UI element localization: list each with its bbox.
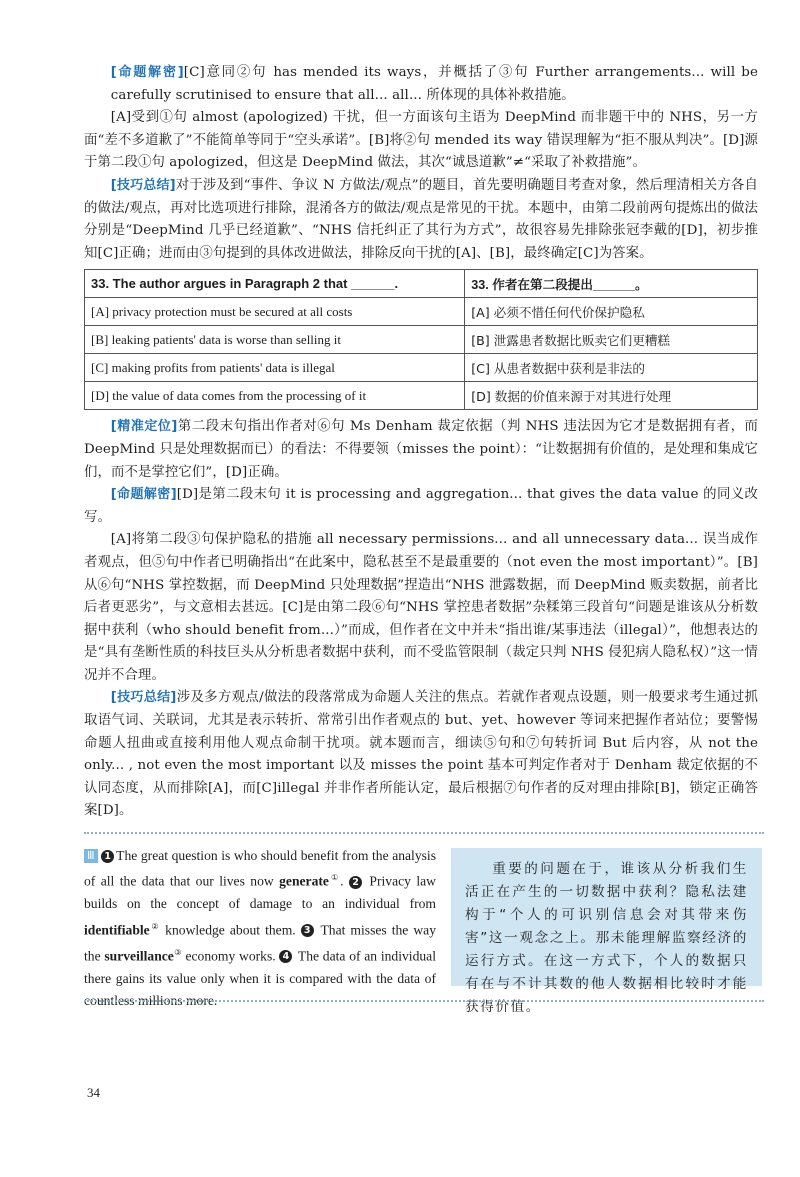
sentence-text: . bbox=[340, 873, 344, 889]
option-cn: [D] 数据的价值来源于对其进行处理 bbox=[465, 382, 758, 410]
summary2-text: 涉及多方观点/做法的段落常成为命题人关注的焦点。若就作者观点设题，则一般要求考生通过抓取语气词、关联词，尤其是表示转折、常常引出作者观点的 but、yet、however 等词来把握作者站位；要警惕命题人扭曲或直接利用他人观点命制干扰项。就本题而言，细读⑤句和⑦句转折词 But 后内容，从 not the only... , not even the most important 以及 misses the point 基本可判定作者对于 Denham 裁定依据的不认同态度，从而排除[A]，而[C]illegal 并非作者所能认定，最后根据⑦句作者的反对理由排除[B]，锁定正确答案[D]。 bbox=[84, 690, 759, 819]
option-en: [C] making profits from patients' data is illegal bbox=[85, 354, 465, 382]
question-stem-en: 33. The author argues in Paragraph 2 that ______. bbox=[85, 270, 465, 298]
sentence-number: 4 bbox=[279, 950, 292, 963]
question-stem-row bbox=[85, 270, 758, 298]
dotted-divider-top bbox=[84, 832, 764, 834]
summary-tag: [技巧总结] bbox=[110, 177, 176, 193]
option-row bbox=[85, 354, 758, 382]
question-table bbox=[84, 269, 758, 410]
footnote-mark: ② bbox=[149, 921, 161, 931]
vocab-word: surveillance bbox=[104, 948, 174, 964]
option-en: [D] the value of data comes from the processing of it bbox=[85, 382, 465, 410]
option-en: [B] leaking patients' data is worse than selling it bbox=[85, 326, 465, 354]
summary-text: 对于涉及到“事件、争议 N 方做法/观点”的题目，首先要明确题目考查对象，然后理清相关方各自的做法/观点，再对比选项进行排除，混淆各方的做法/观点是常见的干扰。本题中，由第二段前两句提炼出的做法分别是“DeepMind 几乎已经道歉”、“NHS 信托纠正了其行为方式”，故很容易先排除张冠李戴的[D]，初步推知[C]正确；进而由③句提到的具体改进做法，排除反向干扰的[A]、[B]，最终确定[C]为答案。 bbox=[84, 177, 758, 261]
translation-text: 重要的问题在于，谁该从分析我们生活正在产生的一切数据中获利？隐私法建构于“个人的可识别信息会对其带来伤害”这一观念之上。那未能理解监察经济的运行方式。在这一方式下，个人的数据只有在与不计其数的他人数据相比较时才能获得价值。 bbox=[465, 861, 748, 1015]
sentence-text: Privacy law builds on the concept of damage to an individual from bbox=[84, 873, 436, 912]
sentence-text: That misses the way the bbox=[84, 922, 436, 964]
option-en: [A] privacy protection must be secured at all costs bbox=[85, 298, 465, 326]
summary2-tag: [技巧总结] bbox=[110, 690, 177, 706]
distractor2-paragraph: [A]将第二段③句保护隐私的措施 all necessary permissions... and all unnecessary data... 误当成作者观点，但⑤句中作者已明确指出“在此案中，隐私甚至不是最重要的（not even the most important）”。[B]从⑥句“NHS 掌控数据，而 DeepMind 只处理数据”捏造出“NHS 泄露数据，而 DeepMind 贩卖数据，前者比后者更恶劣”，与文意相去甚远。[C]是由第二段⑥句“NHS 掌控患者数据”杂糅第三段首句“问题是谁该从分析数据中获利（who should benefit from...）”而成，但作者在文中并未“指出谁/某事违法（illegal）”，他想表达的是“具有垄断性质的科技巨头从分析患者数据中获利，而不受监管限制（裁定只判 NHS 侵犯病人隐私权）”这一情况并不合理。 bbox=[84, 532, 758, 683]
dotted-divider-bottom bbox=[84, 1000, 764, 1002]
footnote-mark: ③ bbox=[173, 947, 182, 957]
analysis-paragraph bbox=[84, 62, 758, 107]
sentence-text: The great question is who should benefit from the analysis of all the data that our lives now bbox=[84, 848, 436, 889]
page-number: 34 bbox=[87, 1085, 100, 1100]
footnote-mark: ① bbox=[328, 873, 341, 883]
option-row bbox=[85, 326, 758, 354]
sentence-text: knowledge about them. bbox=[160, 922, 296, 938]
locate-paragraph bbox=[84, 416, 758, 484]
paragraph-badge: Ⅲ bbox=[84, 849, 98, 863]
option-cn: [A] 必须不惜任何代价保护隐私 bbox=[465, 298, 758, 326]
analysis2-tag: [命题解密] bbox=[110, 487, 177, 503]
summary-paragraph bbox=[84, 175, 758, 265]
locate-text: 第二段末句指出作者对⑥句 Ms Denham 裁定依据（判 NHS 违法因为它才是数据拥有者，而 DeepMind 只是处理数据而已）的看法：不得要领（misses the point）：“让数据拥有价值的，是处理和集成它们，而不是掌控它们”，[D]正确。 bbox=[84, 419, 759, 480]
option-cn: [C] 从患者数据中获利是非法的 bbox=[465, 354, 758, 382]
option-row bbox=[85, 382, 758, 410]
sentence-number: 1 bbox=[101, 850, 114, 863]
distractor-paragraph: [A]受到①句 almost (apologized) 干扰，但一方面该句主语为 DeepMind 而非题干中的 NHS，另一方面“差不多道歉了”不能简单等同于“空头承诺”。[B]将②句 mended its way 错误理解为“拒不服从判决”。[D]源于第二段①句 apologized，但这是 DeepMind 做法，其次“诚恳道歉”≠“采取了补救措施”。 bbox=[84, 110, 758, 171]
sentence-number: 3 bbox=[301, 924, 314, 937]
vocab-word: generate bbox=[279, 873, 329, 889]
vocab-word: identifiable bbox=[84, 922, 150, 938]
analysis-tag: [命题解密] bbox=[110, 65, 184, 80]
translation-box bbox=[451, 848, 762, 1015]
analysis2-paragraph bbox=[84, 484, 758, 529]
sentence-number: 2 bbox=[349, 876, 362, 889]
page-content bbox=[84, 62, 758, 823]
option-row bbox=[85, 298, 758, 326]
passage-paragraph bbox=[84, 845, 436, 1012]
analysis2-text: [D]是第二段末句 it is processing and aggregation... that gives the data value 的同义改写。 bbox=[84, 487, 759, 525]
sentence-text: The data of an individual there gains its value only when it is compared with the data of countless millions more. bbox=[84, 948, 436, 1009]
sentence-text: economy works. bbox=[181, 948, 276, 964]
question-stem-cn: 33. 作者在第二段提出______。 bbox=[465, 270, 758, 298]
option-cn: [B] 泄露患者数据比贩卖它们更糟糕 bbox=[465, 326, 758, 354]
locate-tag: [精准定位] bbox=[110, 419, 178, 435]
summary2-paragraph bbox=[84, 687, 758, 823]
analysis-text: [C]意同②句 has mended its ways，并概括了③句 Further arrangements... will be carefully scrutinised to ensure that all... all... 所体现的具体补救措施。 bbox=[110, 65, 759, 103]
